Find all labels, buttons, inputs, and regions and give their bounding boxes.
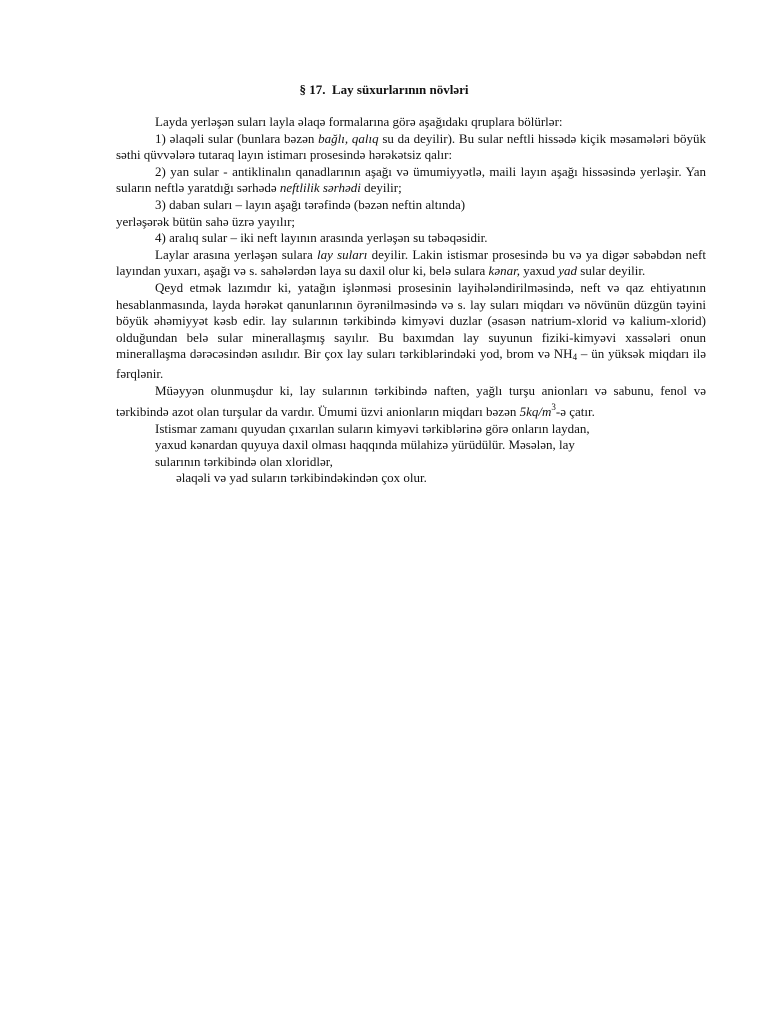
- item-2-italic: neftlilik sərhədi: [279, 180, 361, 196]
- document-body: [116, 114, 706, 487]
- mueyyen-italic-unit: 5kq/m: [519, 404, 552, 420]
- item-2-paragraph: [116, 164, 706, 197]
- item-2-text-b: deyilir;: [360, 180, 402, 196]
- istismar-line-4: əlaqəli və yad suların tərkibindəkindən çox olur.: [176, 470, 427, 486]
- section-title: § 17. Lay süxurlarının növləri: [299, 82, 469, 97]
- lay-sulari-paragraph: [116, 247, 706, 280]
- mueyyen-text-a: Müəyyən olunmuşdur ki, lay sularının tərkibində naften, yağlı turşu anionları və sabunu, fenol və tərkibində azot olan turşular da vardır. Ümumi üzvi anionların miqdarı bəzən: [116, 382, 706, 420]
- qeyd-text-b: – ün yüksək miqdarı ilə fərqlənir.: [116, 346, 706, 381]
- item-4-paragraph: 4) aralıq sular – iki neft layının arasında yerləşən su təbəqəsidir.: [155, 230, 488, 246]
- lay-italic-3: yad: [558, 263, 578, 279]
- item-2-text-a: 2) yan sular - antiklinalın qanadlarının aşağı və ümumiyyətlə, maili layın aşağı hissəsində yerləşir. Yan suların neftlə yaratdığı sərhədə: [116, 163, 706, 196]
- istismar-line-1: Istismar zamanı quyudan çıxarılan suların kimyəvi tərkiblərinə görə onların laydan,: [155, 420, 590, 436]
- lay-text-b: deyilir. Lakin istismar prosesində bu və ya digər səbəbdən neft layından yuxarı, aşağı və s. sahələrdən laya su daxil olur ki, belə sulara: [116, 246, 706, 279]
- item-1-paragraph: [116, 131, 706, 164]
- istismar-line-3: sularının tərkibində olan xloridlər,: [155, 453, 333, 469]
- lay-text-d: sular deyilir.: [577, 263, 646, 279]
- lay-italic-2: kənar,: [488, 263, 520, 279]
- item-1-text-a: 1) əlaqəli sular (bunlara bəzən: [155, 130, 319, 146]
- istismar-line-2: yaxud kənardan quyuya daxil olması haqqında mülahizə yürüdülür. Məsələn, lay: [155, 437, 575, 453]
- item-1-text-b: su da deyilir). Bu sular neftli hissədə kiçik məsamələri böyük səthi qüvvələrə tutaraq layın istimarı prosesində hərəkətsiz qalır:: [116, 130, 706, 163]
- mueyyen-text-b: -ə çatır.: [555, 404, 595, 420]
- item-3-line-1: 3) daban suları – layın aşağı tərəfində (bəzən neftin altında): [155, 196, 466, 212]
- mueyyen-paragraph: [116, 383, 706, 421]
- item-1-italic: bağlı, qalıq: [318, 130, 379, 146]
- lay-text-c: yaxud: [519, 263, 559, 279]
- lay-text-a: Laylar arasına yerləşən sulara: [155, 246, 317, 262]
- qeyd-subscript: 4: [572, 352, 578, 363]
- lay-italic-1: lay suları: [316, 246, 368, 262]
- item-3-paragraph: [116, 197, 706, 230]
- intro-paragraph: Layda yerləşən suları layla əlaqə formalarına görə aşağıdakı qruplara bölürlər:: [155, 114, 563, 129]
- item-3-line-2: yerləşərək bütün sahə üzrə yayılır;: [116, 213, 296, 229]
- mueyyen-superscript: 3: [551, 402, 556, 413]
- qeyd-paragraph: [116, 280, 706, 383]
- qeyd-text-a: Qeyd etmək lazımdır ki, yatağın işlənməsi prosesinin layihələndirilməsində, neft və qaz ehtiyatının hesablanmasında, layda hərəkət qanunlarının öyrənilməsində və s. lay suları miqdarı və növünün düzgün təyini böyük əhəmiyyət kəsb edir. lay sularının tərkibində kimyəvi duzlar (əsasən natrium-xlorid və kalium-xlorid) olduğundan belə sular minerallaşmış sayılır. Bu baxımdan lay suyunun fiziki-kimyəvi xassələri onun minerallaşma dərəcəsindən asılıdır. Bir çox lay suları tərkiblərindəki yod, brom və NH: [116, 279, 706, 362]
- istismar-paragraph: [116, 421, 706, 487]
